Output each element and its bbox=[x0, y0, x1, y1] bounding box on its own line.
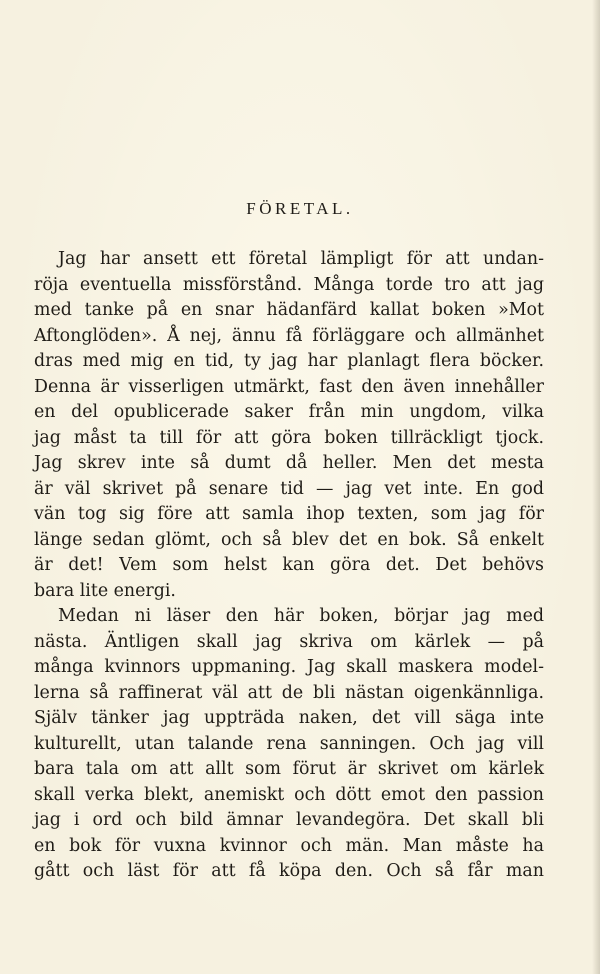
text-line: Jag har ansett ett företal lämpligt för att undan- bbox=[58, 249, 544, 269]
text-line: bara tala om att allt som förut är skrivet om kärlek bbox=[34, 759, 544, 779]
text-line: en del opublicerade saker från min ungdom, vilka bbox=[34, 402, 544, 422]
page-title: FÖRETAL. bbox=[246, 199, 354, 218]
text-line: bara lite energi. bbox=[34, 580, 176, 601]
text-line: en bok för vuxna kvinnor och män. Man måste ha bbox=[34, 835, 544, 856]
text-line: vän tog sig före att samla ihop texten, som jag för bbox=[34, 504, 544, 524]
text-line: är det! Vem som helst kan göra det. Det behövs bbox=[34, 555, 544, 575]
text-line: skall verka blekt, anemiskt och dött emot den passion bbox=[34, 784, 544, 805]
body-text bbox=[34, 247, 544, 885]
text-line: Jag skrev inte så dumt då heller. Men det mesta bbox=[34, 453, 544, 473]
text-line: Själv tänker jag uppträda naken, det vill säga inte bbox=[34, 708, 544, 728]
text-line: Denna är visserligen utmärkt, fast den även innehåller bbox=[34, 376, 544, 397]
text-line: med tanke på en snar hädanfärd kallat boken »Mot bbox=[34, 300, 544, 320]
text-line: Aftonglöden». Å nej, ännu få förläggare och allmänhet bbox=[34, 325, 544, 346]
text-line: gått och läst för att få köpa den. Och så får man bbox=[34, 861, 544, 881]
text-line: Medan ni läser den här boken, börjar jag med bbox=[58, 606, 544, 626]
text-line: många kvinnors uppmaning. Jag skall maskera model- bbox=[34, 657, 544, 677]
text-line: är väl skrivet på senare tid — jag vet inte. En god bbox=[34, 478, 544, 499]
text-line: nästa. Äntligen skall jag skriva om kärlek — på bbox=[34, 631, 544, 652]
text-line: länge sedan glömt, och så blev det en bok. Så enkelt bbox=[34, 529, 544, 550]
text-line: röja eventuella missförstånd. Många torde tro att jag bbox=[34, 274, 544, 295]
text-line: kulturellt, utan talande rena sanningen. Och jag vill bbox=[34, 733, 544, 754]
text-line: jag i ord och bild ämnar levandegöra. Det skall bli bbox=[34, 810, 544, 830]
page-edge-shadow bbox=[592, 0, 600, 974]
text-line: jag måst ta till för att göra boken tillräckligt tjock. bbox=[34, 427, 544, 448]
text-line: dras med mig en tid, ty jag har planlagt flera böcker. bbox=[34, 351, 544, 371]
text-line: lerna så raffinerat väl att de bli nästan oigenkännliga. bbox=[34, 682, 544, 703]
